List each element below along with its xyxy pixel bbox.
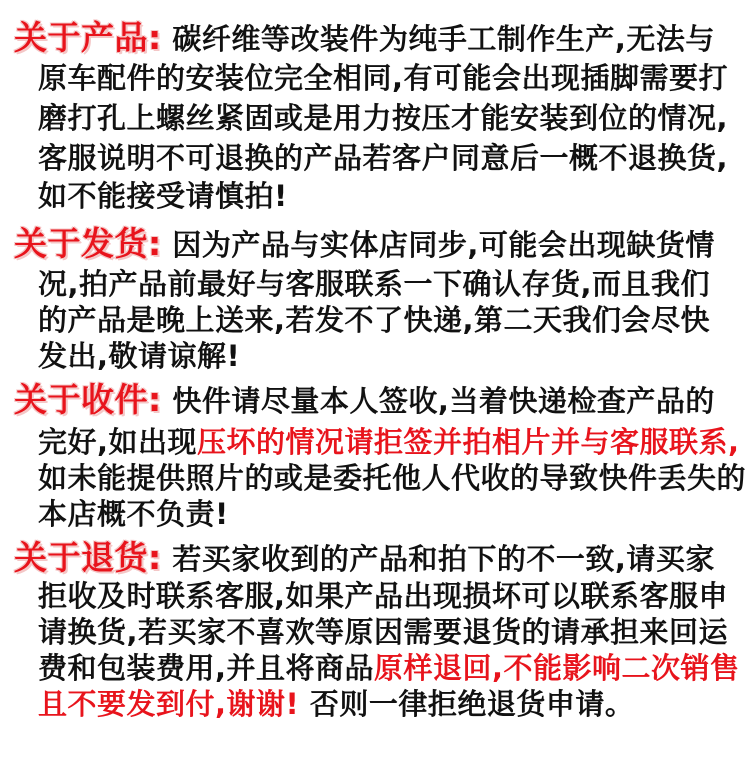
section-receipt-text-3: 如未能提供照片的或是委托他人代收的导致快件丢失的 (38, 461, 747, 495)
section-shipping-heading: 关于发货 (14, 224, 148, 263)
section-receipt-line-2 (38, 424, 740, 460)
section-returns-text-4b-highlight: 原样退回,不能影响二次销售 (374, 651, 740, 685)
section-returns-text-2: 拒收及时联系客服,如果产品出现损坏可以联系客服申 (38, 579, 729, 613)
section-returns-line-1 (14, 540, 715, 577)
section-receipt-heading: 关于收件 (14, 380, 148, 419)
section-returns-heading: 关于退货 (14, 538, 148, 577)
section-receipt-text-1: 快件请尽量本人签收,当着快递检查产品的 (172, 384, 715, 418)
section-product-text-3: 磨打孔上螺丝紧固或是用力按压才能安装到位的情况, (38, 101, 729, 135)
section-returns-text-5b: 否则一律拒绝退货申请。 (299, 687, 635, 721)
section-receipt-text-2a: 完好,如出现 (38, 425, 198, 459)
section-returns-text-4a: 费和包装费用,并且将商品 (38, 651, 375, 685)
section-product-text-2: 原车配件的安装位完全相同,有可能会出现插脚需要打 (38, 61, 729, 95)
section-receipt-line-1 (14, 382, 715, 419)
section-shipping-text-1: 因为产品与实体店同步,可能会出现缺货情 (172, 228, 715, 262)
section-shipping-text-2: 况,拍产品前最好与客服联系一下确认存货,而且我们 (38, 267, 711, 301)
section-product-text-1: 碳纤维等改装件为纯手工制作生产,无法与 (172, 22, 715, 56)
section-product-heading: 关于产品 (14, 18, 148, 57)
section-product-text-5: 如不能接受请慎拍! (38, 179, 288, 213)
section-receipt-text-2b-highlight: 压坏的情况请拒签并拍相片并与客服联系, (197, 425, 740, 459)
section-shipping-text-4: 发出,敬请谅解! (38, 339, 241, 373)
section-returns-text-1: 若买家收到的产品和拍下的不一致,请买家 (172, 542, 715, 576)
section-returns-line-4 (38, 650, 740, 686)
section-shipping-colon: : (148, 224, 162, 263)
section-product-text-4: 客服说明不可退换的产品若客户同意后一概不退换货, (38, 141, 729, 175)
section-returns-text-5a-highlight: 且不要发到付,谢谢! (38, 687, 300, 721)
section-shipping-text-3: 的产品是晚上送来,若发不了快递,第二天我们会尽快 (38, 303, 711, 337)
section-returns-colon: : (148, 538, 162, 577)
section-shipping-line-1 (14, 226, 715, 263)
section-product-colon: : (148, 18, 162, 57)
section-receipt-text-4: 本店概不负责! (38, 497, 229, 531)
section-product-line-1 (14, 20, 715, 57)
section-returns-text-3: 请换货,若买家不喜欢等原因需要退货的请承担来回运 (38, 615, 729, 649)
section-returns-line-5 (38, 686, 634, 722)
section-receipt-colon: : (148, 380, 162, 419)
